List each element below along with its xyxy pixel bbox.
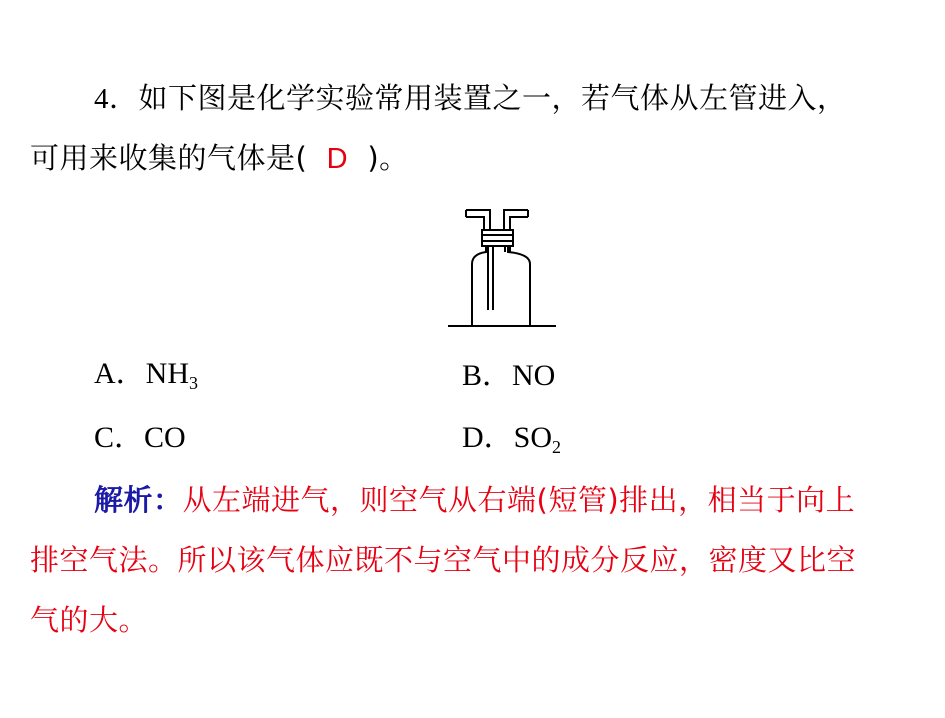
question-text-2-end: )。 bbox=[367, 141, 409, 175]
option-a-subscript: 3 bbox=[189, 373, 199, 393]
option-a bbox=[94, 356, 198, 392]
question-text-2: 可用来收集的气体是( bbox=[30, 141, 308, 175]
option-a-label: A． bbox=[94, 357, 146, 390]
analysis-text-3: 气的大。 bbox=[30, 603, 149, 637]
option-d bbox=[462, 420, 561, 456]
option-b-formula: NO bbox=[512, 359, 556, 392]
answer-blank: D bbox=[326, 143, 349, 175]
option-c-formula: CO bbox=[144, 421, 186, 454]
analysis-label: 解析： bbox=[94, 483, 183, 517]
option-d-subscript: 2 bbox=[552, 437, 562, 457]
analysis-line-1 bbox=[94, 482, 855, 518]
option-d-label: D． bbox=[462, 421, 514, 454]
bottle-outline bbox=[472, 246, 530, 326]
option-c-label: C． bbox=[94, 421, 145, 454]
option-b bbox=[462, 358, 555, 394]
analysis-text-1: 从左端进气，则空气从右端(短管)排出，相当于向上 bbox=[182, 483, 856, 517]
option-a-formula: NH bbox=[145, 357, 190, 390]
question-number: 4． bbox=[94, 83, 139, 115]
option-c bbox=[94, 420, 186, 456]
analysis-line-2 bbox=[30, 542, 856, 578]
question-line-2 bbox=[30, 140, 409, 177]
question-line-1 bbox=[94, 80, 847, 117]
option-d-formula: SO bbox=[513, 421, 553, 454]
right-outlet-tube bbox=[504, 210, 528, 230]
option-b-label: B． bbox=[462, 359, 513, 392]
analysis-text-2: 排空气法。所以该气体应既不与空气中的成分反应，密度又比空 bbox=[30, 543, 857, 577]
gas-collection-bottle-diagram bbox=[448, 202, 558, 332]
rubber-stopper bbox=[482, 230, 513, 246]
left-inlet-tube bbox=[466, 210, 490, 230]
analysis-line-3 bbox=[30, 602, 148, 638]
question-text-1: 如下图是化学实验常用装置之一，若气体从左管进入， bbox=[138, 81, 847, 115]
